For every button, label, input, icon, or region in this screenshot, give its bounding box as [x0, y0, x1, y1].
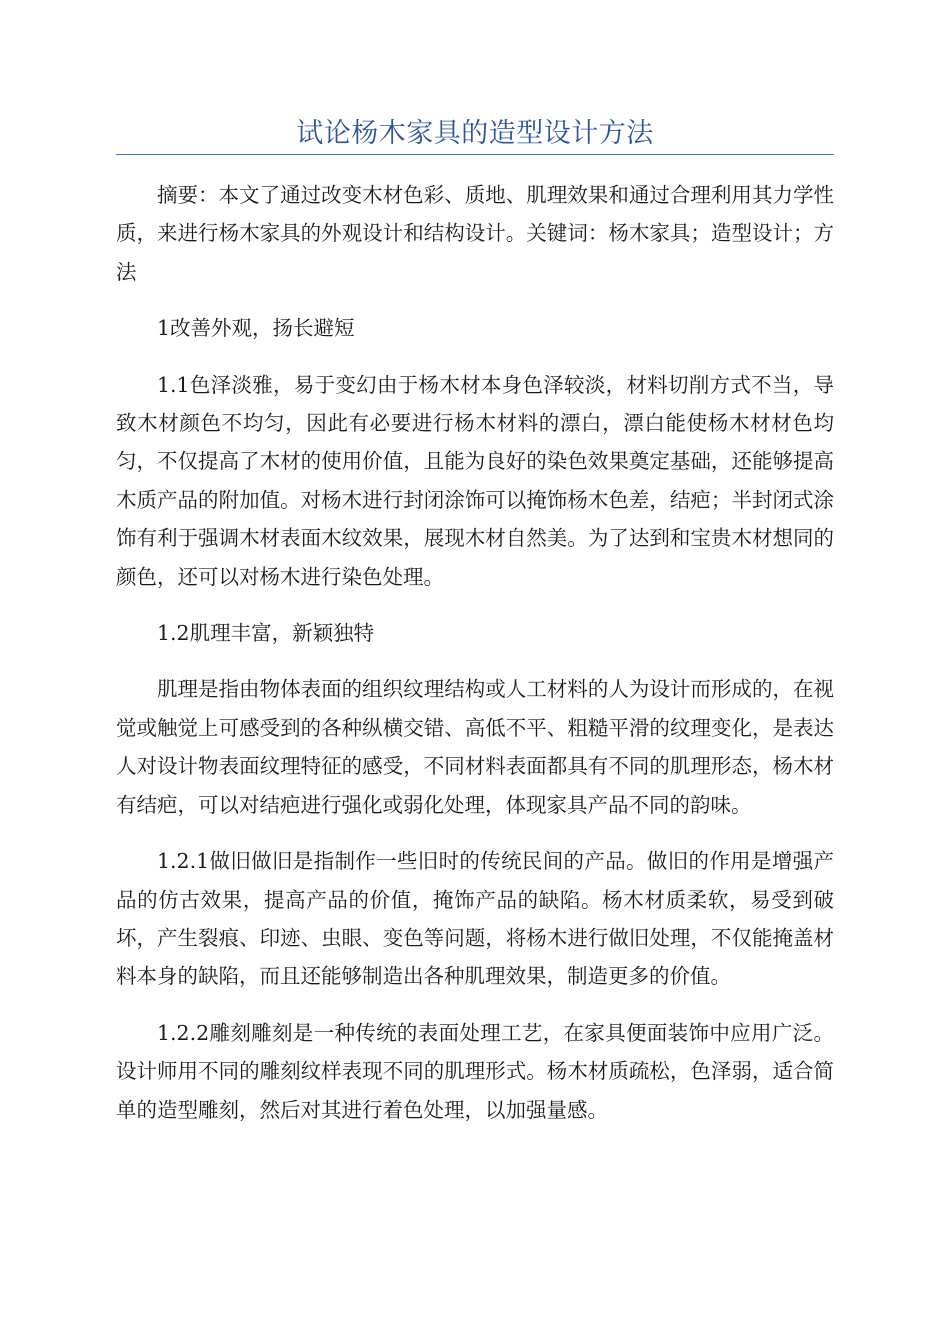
- paragraph-texture: 肌理是指由物体表面的组织纹理结构或人工材料的人为设计而形成的，在视觉或触觉上可感受到的各种纵横交错、高低不平、粗糙平滑的纹理变化，是表达人对设计物表面纹理特征的感受，不同材料表面都具有不同的肌理形态，杨木材有结疤，可以对结疤进行强化或弱化处理，体现家具产品不同的韵味。: [116, 677, 834, 817]
- section-heading-1: 1改善外观，扬长避短: [157, 316, 355, 341]
- paragraph-1-1: 1.1色泽淡雅，易于变幻由于杨木材本身色泽较淡，材料切削方式不当，导致木材颜色不均匀，因此有必要进行杨木材料的漂白，漂白能使杨木材材色均匀，不仅提高了木材的使用价值，且能为良好的染色效果奠定基础，还能够提高木质产品的附加值。对杨木进行封闭涂饰可以掩饰杨木色差，结疤；半封闭式涂饰有利于强调木材表面木纹效果，展现木材自然美。为了达到和宝贵木材想同的颜色，还可以对杨木进行染色处理。: [116, 372, 834, 589]
- document-title: 试论杨木家具的造型设计方法: [296, 118, 654, 149]
- document-body: [116, 176, 834, 1147]
- section-heading-1-2: 1.2肌理丰富，新颖独特: [157, 621, 375, 646]
- abstract-paragraph: 摘要：本文了通过改变木材色彩、质地、肌理效果和通过合理利用其力学性质，来进行杨木家具的外观设计和结构设计。关键词：杨木家具；造型设计；方法: [116, 183, 834, 284]
- title-underline: [116, 154, 834, 155]
- paragraph-1-2-1: 1.2.1做旧做旧是指制作一些旧时的传统民间的产品。做旧的作用是增强产品的仿古效果，提高产品的价值，掩饰产品的缺陷。杨木材质柔软，易受到破坏，产生裂痕、印迹、虫眼、变色等问题，将杨木进行做旧处理，不仅能掩盖材料本身的缺陷，而且还能够制造出各种肌理效果，制造更多的价值。: [116, 849, 834, 989]
- paragraph-1-2-2: 1.2.2雕刻雕刻是一种传统的表面处理工艺，在家具便面装饰中应用广泛。设计师用不同的雕刻纹样表现不同的肌理形式。杨木材质疏松，色泽弱，适合简单的造型雕刻，然后对其进行着色处理，以加强量感。: [116, 1020, 834, 1122]
